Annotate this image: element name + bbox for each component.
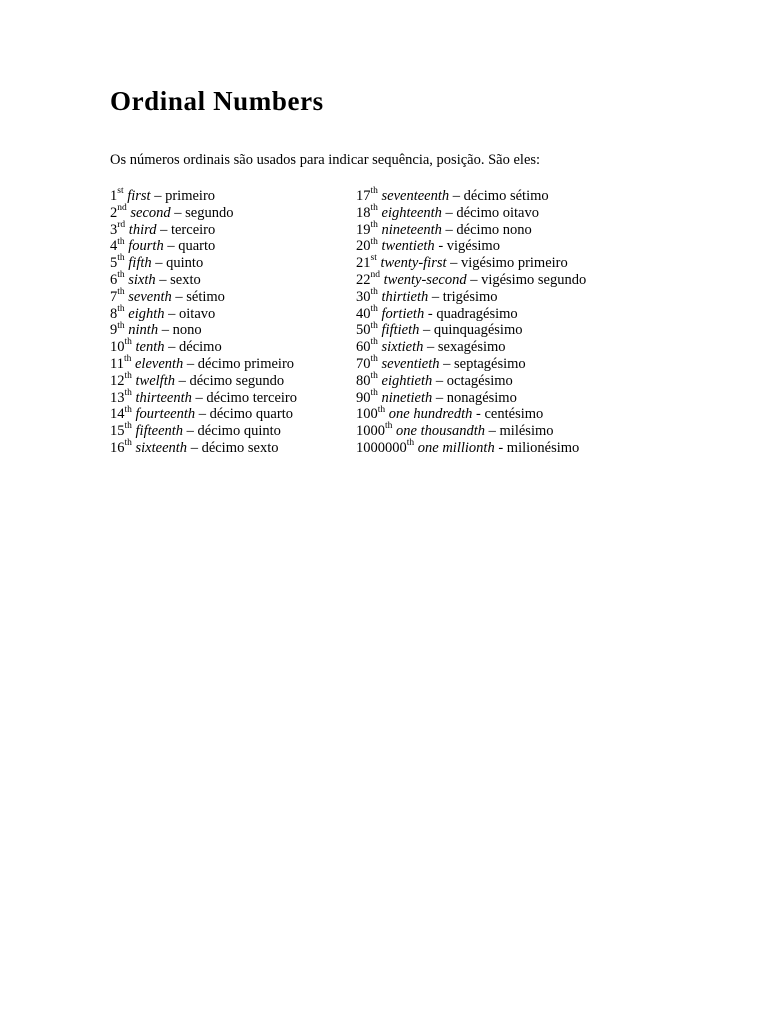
- portuguese-ordinal: septagésimo: [454, 355, 526, 372]
- ordinal-suffix: th: [370, 337, 378, 348]
- separator: –: [432, 372, 447, 389]
- ordinal-row: [356, 202, 586, 222]
- separator: –: [485, 423, 500, 440]
- portuguese-ordinal: décimo nono: [456, 221, 532, 238]
- ordinal-number: 11: [110, 355, 124, 372]
- ordinal-suffix: th: [370, 320, 378, 331]
- ordinal-number: 9: [110, 322, 118, 339]
- portuguese-ordinal: segundo: [185, 204, 234, 221]
- portuguese-ordinal: décimo quinto: [197, 423, 281, 440]
- english-ordinal: eleventh: [134, 355, 184, 372]
- ordinal-suffix: rd: [117, 219, 126, 230]
- ordinal-suffix: nd: [370, 270, 380, 281]
- portuguese-ordinal: quadragésimo: [436, 305, 518, 322]
- ordinal-number: 3: [110, 221, 118, 238]
- separator: -: [434, 238, 447, 255]
- ordinal-number: 5: [110, 255, 118, 272]
- ordinal-number: 19: [356, 221, 371, 238]
- ordinal-suffix: th: [124, 387, 132, 398]
- ordinal-row: [356, 387, 586, 407]
- ordinal-row: [356, 286, 586, 306]
- english-ordinal: fortieth: [381, 305, 425, 322]
- portuguese-ordinal: oitavo: [179, 305, 216, 322]
- english-ordinal: sixth: [128, 271, 156, 288]
- ordinal-row: [110, 370, 297, 390]
- separator: -: [494, 439, 507, 456]
- portuguese-ordinal: décimo sexto: [201, 439, 279, 456]
- ordinal-row: [356, 272, 586, 289]
- ordinal-row: [356, 219, 586, 239]
- ordinal-row: [110, 303, 297, 323]
- portuguese-ordinal: primeiro: [165, 188, 216, 204]
- portuguese-ordinal: quarto: [178, 238, 216, 255]
- english-ordinal: fifth: [128, 255, 152, 272]
- separator: –: [449, 188, 464, 204]
- ordinal-row: [110, 440, 297, 457]
- ordinal-number: 22: [356, 271, 371, 288]
- ordinal-row: [356, 188, 586, 205]
- ordinal-row: [110, 255, 297, 272]
- portuguese-ordinal: décimo terceiro: [206, 389, 297, 406]
- ordinal-number: 18: [356, 204, 371, 221]
- separator: –: [164, 339, 180, 356]
- portuguese-ordinal: terceiro: [170, 221, 216, 238]
- separator: –: [466, 271, 482, 288]
- separator: –: [428, 288, 443, 305]
- ordinal-suffix: th: [370, 387, 378, 398]
- separator: –: [163, 238, 179, 255]
- ordinal-row: [110, 202, 297, 222]
- ordinal-suffix: th: [123, 354, 132, 365]
- separator: –: [439, 355, 454, 372]
- ordinal-row: [110, 238, 297, 255]
- ordinal-suffix: th: [117, 236, 125, 247]
- portuguese-ordinal: décimo segundo: [189, 372, 285, 389]
- ordinal-row: [356, 356, 586, 373]
- separator: –: [419, 322, 434, 339]
- ordinal-row: [356, 440, 586, 457]
- portuguese-ordinal: vigésimo primeiro: [461, 255, 568, 272]
- english-ordinal: one millionth: [417, 439, 495, 456]
- english-ordinal: second: [130, 204, 171, 221]
- separator: –: [158, 322, 173, 339]
- english-ordinal: twelfth: [135, 372, 175, 389]
- ordinal-number: 15: [110, 423, 125, 440]
- ordinal-suffix: th: [117, 253, 125, 264]
- separator: –: [441, 204, 457, 221]
- ordinal-number: 10: [110, 339, 125, 356]
- ordinal-row: [110, 219, 297, 239]
- ordinal-suffix: th: [370, 354, 378, 365]
- english-ordinal: nineteenth: [381, 221, 442, 238]
- portuguese-ordinal: nonagésimo: [446, 389, 517, 406]
- english-ordinal: eightieth: [381, 372, 433, 389]
- separator: –: [195, 406, 210, 423]
- ordinal-suffix: th: [124, 438, 132, 449]
- ordinal-number: 12: [110, 372, 125, 389]
- portuguese-ordinal: décimo sétimo: [463, 188, 549, 204]
- english-ordinal: sixteenth: [135, 439, 188, 456]
- portuguese-ordinal: sétimo: [186, 288, 225, 305]
- ordinal-number: 8: [110, 305, 118, 322]
- english-ordinal: thirtieth: [381, 288, 429, 305]
- ordinal-row: [356, 370, 586, 390]
- separator: –: [183, 423, 198, 440]
- portuguese-ordinal: milionésimo: [506, 439, 580, 456]
- english-ordinal: third: [128, 221, 157, 238]
- ordinal-row: [356, 255, 586, 272]
- separator: –: [151, 255, 167, 272]
- ordinal-number: 17: [356, 188, 371, 204]
- separator: –: [423, 339, 438, 356]
- ordinal-number: 14: [110, 406, 125, 423]
- english-ordinal: tenth: [135, 339, 165, 356]
- ordinal-suffix: th: [370, 286, 378, 297]
- ordinal-suffix: th: [117, 286, 125, 297]
- portuguese-ordinal: décimo primeiro: [197, 355, 295, 372]
- english-ordinal: seventeenth: [381, 188, 450, 204]
- separator: –: [170, 204, 186, 221]
- ordinal-number: 16: [110, 439, 125, 456]
- ordinal-row: [110, 272, 297, 289]
- ordinal-row: [356, 238, 586, 255]
- portuguese-ordinal: trigésimo: [442, 288, 498, 305]
- ordinal-suffix: th: [385, 421, 393, 432]
- ordinal-number: 6: [110, 271, 118, 288]
- separator: –: [175, 372, 190, 389]
- ordinal-number: 80: [356, 372, 371, 389]
- portuguese-ordinal: quinquagésimo: [433, 322, 523, 339]
- ordinal-list-left: [110, 188, 297, 457]
- portuguese-ordinal: décimo oitavo: [456, 204, 539, 221]
- ordinal-number: 40: [356, 305, 371, 322]
- ordinal-number: 4: [110, 238, 118, 255]
- ordinal-number: 13: [110, 389, 125, 406]
- ordinal-number: 100: [356, 406, 378, 423]
- separator: –: [441, 221, 457, 238]
- english-ordinal: thirteenth: [135, 389, 192, 406]
- ordinal-number: 1: [110, 188, 118, 204]
- ordinal-number: 1000000: [356, 439, 407, 456]
- ordinal-suffix: st: [370, 253, 377, 264]
- ordinal-row: [110, 188, 297, 205]
- portuguese-ordinal: quinto: [166, 255, 204, 272]
- ordinal-suffix: st: [117, 186, 124, 197]
- ordinal-suffix: th: [370, 219, 378, 230]
- separator: –: [183, 355, 198, 372]
- separator: –: [187, 439, 202, 456]
- portuguese-ordinal: sexto: [170, 271, 201, 288]
- separator: –: [171, 288, 187, 305]
- separator: –: [156, 221, 171, 238]
- portuguese-ordinal: vigésimo segundo: [481, 271, 587, 288]
- ordinal-number: 20: [356, 238, 371, 255]
- separator: -: [424, 305, 437, 322]
- portuguese-ordinal: octagésimo: [446, 372, 513, 389]
- separator: –: [155, 271, 171, 288]
- portuguese-ordinal: centésimo: [484, 406, 544, 423]
- separator: –: [150, 188, 166, 204]
- separator: –: [446, 255, 462, 272]
- ordinal-suffix: th: [370, 303, 378, 314]
- ordinal-number: 2: [110, 204, 118, 221]
- portuguese-ordinal: vigésimo: [446, 238, 500, 255]
- english-ordinal: seventh: [128, 288, 172, 305]
- ordinal-row: [110, 286, 297, 306]
- ordinal-row: [356, 303, 586, 323]
- english-ordinal: one thousandth: [396, 423, 486, 440]
- english-ordinal: fifteenth: [135, 423, 184, 440]
- intro-paragraph: Os números ordinais são usados para indicar sequência, posição. São eles:: [110, 152, 541, 168]
- ordinal-suffix: th: [117, 320, 125, 331]
- ordinal-suffix: th: [124, 404, 132, 415]
- portuguese-ordinal: nono: [172, 322, 202, 339]
- ordinal-number: 21: [356, 255, 371, 272]
- ordinal-number: 30: [356, 288, 371, 305]
- english-ordinal: twentieth: [381, 238, 435, 255]
- english-ordinal: ninetieth: [381, 389, 433, 406]
- ordinal-suffix: th: [406, 438, 415, 449]
- english-ordinal: fourteenth: [135, 406, 196, 423]
- ordinal-row: [110, 406, 297, 423]
- ordinal-list-right: [356, 188, 586, 457]
- page-title: Ordinal Numbers: [110, 86, 324, 116]
- ordinal-number: 90: [356, 389, 371, 406]
- separator: –: [191, 389, 207, 406]
- portuguese-ordinal: sexagésimo: [437, 339, 506, 356]
- english-ordinal: one hundredth: [388, 406, 473, 423]
- portuguese-ordinal: décimo quarto: [209, 406, 293, 423]
- ordinal-row: [356, 339, 586, 356]
- english-ordinal: seventieth: [381, 355, 440, 372]
- ordinal-suffix: th: [377, 404, 386, 415]
- separator: –: [164, 305, 180, 322]
- ordinal-suffix: th: [370, 186, 378, 197]
- ordinal-row: [110, 356, 297, 373]
- ordinal-row: [110, 322, 297, 339]
- ordinal-row: [110, 387, 297, 407]
- ordinal-suffix: th: [117, 303, 125, 314]
- ordinal-row: [110, 423, 297, 440]
- separator: -: [472, 406, 485, 423]
- ordinal-suffix: th: [124, 337, 132, 348]
- ordinal-row: [356, 322, 586, 339]
- ordinal-row: [356, 423, 586, 440]
- ordinal-row: [110, 339, 297, 356]
- ordinal-number: 1000: [356, 423, 385, 440]
- portuguese-ordinal: décimo: [179, 339, 222, 356]
- ordinal-number: 7: [110, 288, 118, 305]
- english-ordinal: ninth: [128, 322, 159, 339]
- separator: –: [432, 389, 447, 406]
- ordinal-suffix: th: [124, 370, 132, 381]
- english-ordinal: fiftieth: [381, 322, 420, 339]
- portuguese-ordinal: milésimo: [499, 423, 554, 440]
- ordinal-number: 50: [356, 322, 371, 339]
- english-ordinal: eighteenth: [381, 204, 442, 221]
- english-ordinal: eighth: [128, 305, 165, 322]
- english-ordinal: twenty-second: [383, 271, 467, 288]
- ordinal-suffix: th: [370, 370, 378, 381]
- ordinal-suffix: th: [370, 202, 378, 213]
- english-ordinal: twenty-first: [380, 255, 447, 272]
- ordinal-number: 70: [356, 355, 371, 372]
- english-ordinal: fourth: [128, 238, 164, 255]
- ordinal-suffix: th: [117, 270, 125, 281]
- ordinal-number: 60: [356, 339, 371, 356]
- ordinal-suffix: nd: [117, 202, 127, 213]
- english-ordinal: first: [127, 188, 151, 204]
- ordinal-suffix: th: [370, 236, 378, 247]
- ordinal-suffix: th: [124, 421, 132, 432]
- english-ordinal: sixtieth: [381, 339, 424, 356]
